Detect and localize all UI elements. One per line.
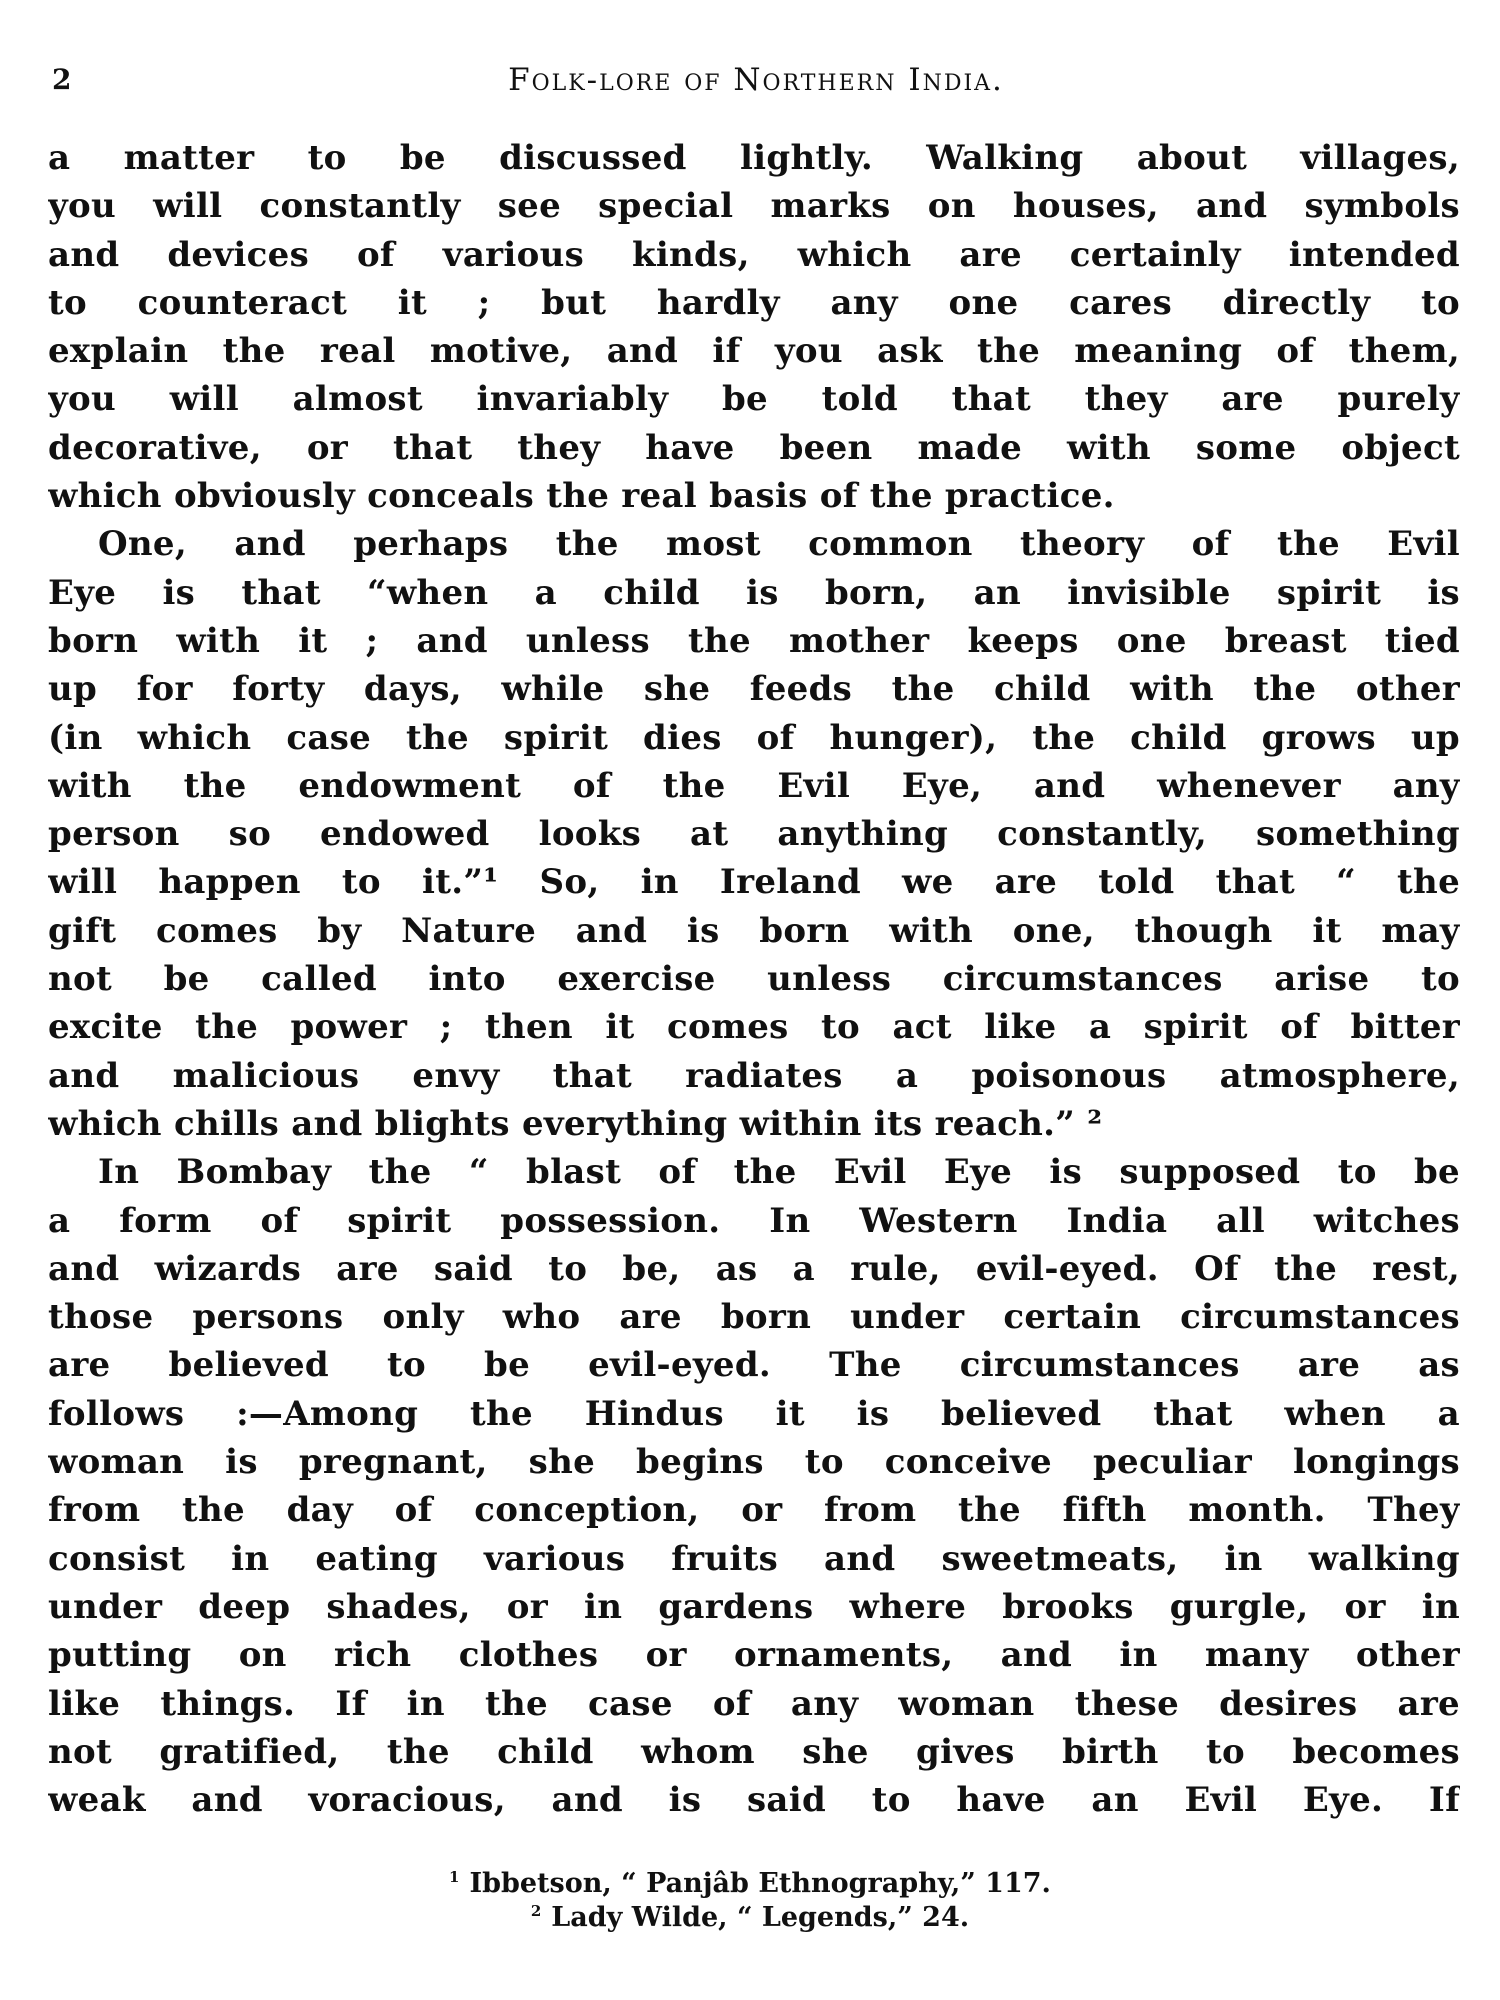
- text-line: gift comes by Nature and is born with one, though it may: [48, 910, 1460, 951]
- text-line: and malicious envy that radiates a poisonous atmosphere,: [48, 1055, 1460, 1096]
- text-line: consist in eating various fruits and sweetmeats, in walking: [48, 1538, 1460, 1579]
- text-line: will happen to it.”¹ So, in Ireland we are told that “ the: [48, 862, 1460, 903]
- text-line: not be called into exercise unless circumstances arise to: [48, 959, 1460, 1000]
- text-line: person so endowed looks at anything constantly, something: [48, 814, 1460, 855]
- text-line: under deep shades, or in gardens where brooks gurgle, or in: [48, 1586, 1460, 1627]
- text-line: decorative, or that they have been made with some object: [48, 427, 1460, 468]
- text-line: those persons only who are born under certain circumstances: [48, 1297, 1460, 1338]
- footnote-text: Ibbetson, “ Panjâb Ethnography,” 117.: [469, 1868, 1051, 1899]
- text-line: putting on rich clothes or ornaments, and in many other: [48, 1635, 1460, 1676]
- text-line: you will constantly see special marks on houses, and symbols: [48, 186, 1460, 227]
- text-line: up for forty days, while she feeds the child with the other: [48, 669, 1460, 710]
- running-title: Folk-lore of Northern India.: [508, 62, 1004, 98]
- text-line: with the endowment of the Evil Eye, and whenever any: [48, 765, 1460, 806]
- text-line: (in which case the spirit dies of hunger), the child grows up: [48, 717, 1460, 758]
- text-line: to counteract it ; but hardly any one cares directly to: [48, 282, 1460, 323]
- footnote-2: [0, 1894, 1500, 1933]
- text-line: and devices of various kinds, which are certainly intended: [48, 234, 1460, 275]
- text-line: you will almost invariably be told that they are purely: [48, 379, 1460, 420]
- text-line: a matter to be discussed lightly. Walking about villages,: [48, 138, 1460, 178]
- text-line: excite the power ; then it comes to act like a spirit of bitter: [48, 1007, 1460, 1048]
- text-line: weak and voracious, and is said to have an Evil Eye. If: [48, 1780, 1460, 1821]
- footnote-1: [0, 1860, 1500, 1899]
- text-line: woman is pregnant, she begins to conceive peculiar longings: [48, 1442, 1460, 1483]
- paragraph-start-line: In Bombay the “ blast of the Evil Eye is supposed to be: [98, 1152, 1460, 1193]
- footnote-marker: 2: [530, 1902, 542, 1920]
- text-line: are believed to be evil-eyed. The circumstances are as: [48, 1345, 1460, 1386]
- footnote-marker: 1: [449, 1868, 460, 1886]
- text-line: born with it ; and unless the mother keeps one breast tied: [48, 620, 1460, 661]
- text-line: and wizards are said to be, as a rule, evil-eyed. Of the rest,: [48, 1248, 1460, 1289]
- page-header: [52, 55, 1460, 105]
- text-line: a form of spirit possession. In Western India all witches: [48, 1200, 1460, 1241]
- text-line: not gratified, the child whom she gives birth to becomes: [48, 1731, 1460, 1772]
- text-line: which chills and blights everything within its reach.” ²: [48, 1103, 1103, 1144]
- text-line: which obviously conceals the real basis of the practice.: [48, 476, 1115, 517]
- text-line: from the day of conception, or from the fifth month. They: [48, 1490, 1460, 1531]
- page-number: 2: [52, 63, 72, 96]
- footnotes: [0, 1860, 1500, 1933]
- text-line: like things. If in the case of any woman these desires are: [48, 1683, 1460, 1724]
- text-line: explain the real motive, and if you ask the meaning of them,: [48, 331, 1460, 372]
- body-text: [48, 134, 1460, 1824]
- paragraph-start-line: One, and perhaps the most common theory of the Evil: [98, 524, 1460, 565]
- footnote-text: Lady Wilde, “ Legends,” 24.: [551, 1902, 970, 1933]
- text-line: Eye is that “when a child is born, an invisible spirit is: [48, 572, 1460, 613]
- text-line: follows :—Among the Hindus it is believed that when a: [48, 1393, 1460, 1434]
